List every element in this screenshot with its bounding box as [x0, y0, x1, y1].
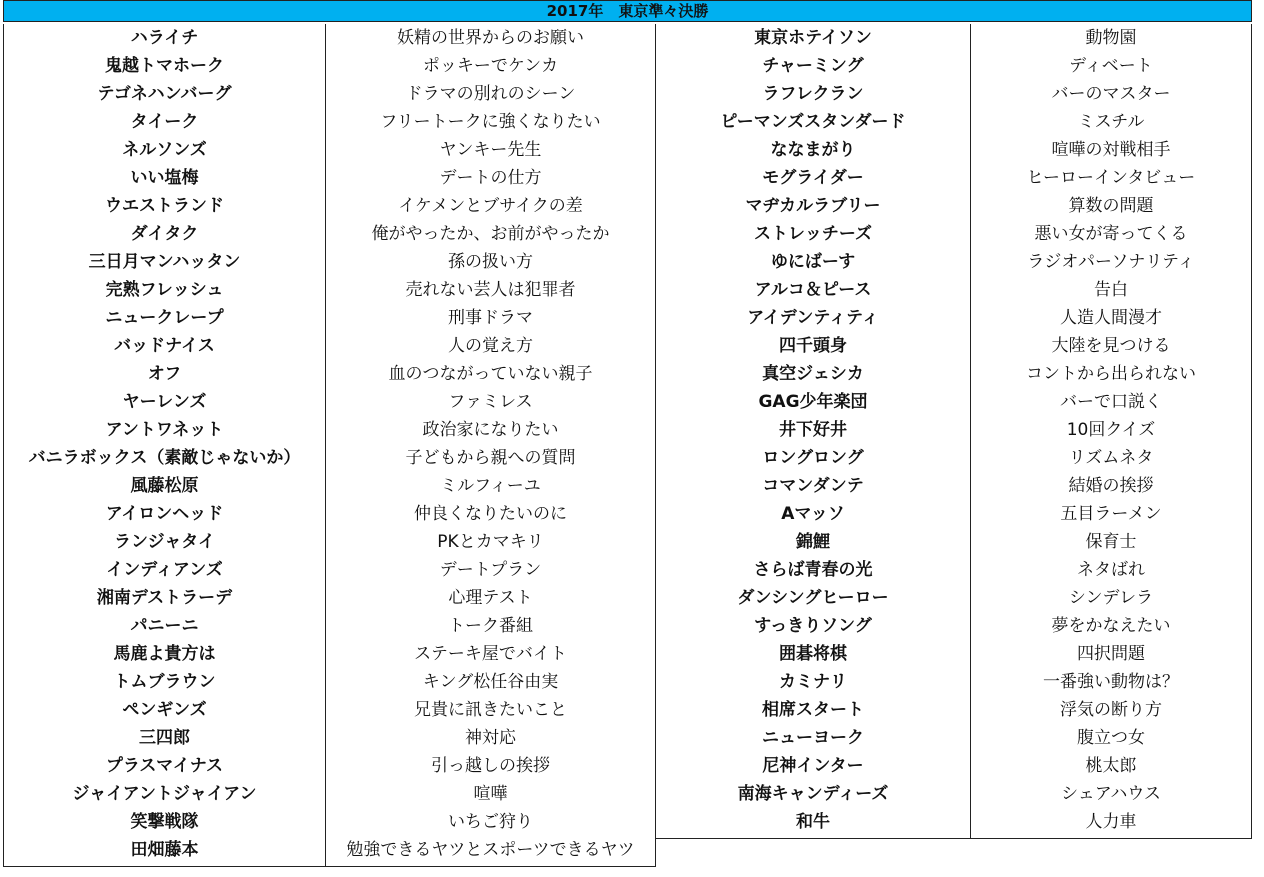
combo-name-cell: アルコ＆ピース	[754, 280, 872, 300]
combo-name-cell: モグライダー	[762, 168, 864, 188]
combo-name-cell: ダイタク	[130, 224, 199, 244]
topic-cell: 勉強できるヤツとスポーツできるヤツ	[346, 840, 635, 860]
left-name-column	[3, 24, 326, 867]
combo-name-cell: オフ	[147, 364, 182, 384]
right-name-column	[655, 24, 971, 839]
combo-name-cell: トムブラウン	[113, 672, 216, 692]
topic-cell: いちご狩り	[448, 812, 533, 832]
combo-name-cell: Aマッソ	[781, 504, 845, 524]
combo-name-cell: ニュークレープ	[105, 308, 224, 328]
topic-cell: 妖精の世界からのお願い	[397, 28, 584, 48]
combo-name-cell: 風藤松原	[130, 476, 199, 496]
topic-cell: バーで口説く	[1060, 392, 1162, 412]
left-topic-column	[325, 24, 656, 867]
combo-name-cell: 真空ジェシカ	[762, 364, 864, 384]
combo-name-cell: ジャイアントジャイアン	[72, 784, 257, 804]
combo-name-cell: ラフレクラン	[762, 84, 864, 104]
combo-name-cell: 和牛	[796, 812, 830, 832]
right-topic-column	[970, 24, 1252, 839]
topic-cell: 保育士	[1085, 532, 1137, 552]
combo-name-cell: バニラボックス（素敵じゃないか）	[28, 448, 301, 468]
topic-cell: ミスチル	[1077, 112, 1145, 132]
topic-cell: 10回クイズ	[1066, 420, 1156, 440]
combo-name-cell: 田畑藤本	[130, 840, 199, 860]
combo-name-cell: GAG少年楽団	[758, 392, 868, 412]
combo-name-cell: ハライチ	[130, 28, 199, 48]
topic-cell: 一番強い動物は？	[1043, 672, 1179, 692]
combo-name-cell: 相席スタート	[762, 700, 864, 720]
combo-name-cell: プラスマイナス	[105, 756, 224, 776]
combo-name-cell: バッドナイス	[114, 336, 215, 356]
topic-cell: ファミレス	[448, 392, 533, 412]
topic-cell: ミルフィーユ	[440, 476, 541, 496]
topic-cell: ラジオパーソナリティ	[1027, 252, 1195, 272]
combo-name-cell: すっきりソング	[754, 616, 872, 636]
topic-cell: 五目ラーメン	[1060, 504, 1162, 524]
topic-cell: デートプラン	[439, 560, 542, 580]
combo-name-cell: ネルソンズ	[122, 140, 207, 160]
topic-cell: 仲良くなりたいのに	[414, 504, 567, 524]
combo-name-cell: インディアンズ	[106, 560, 223, 580]
topic-cell: 喧嘩	[473, 784, 508, 804]
topic-cell: バーのマスター	[1051, 84, 1171, 104]
combo-name-cell: 井下好井	[779, 420, 847, 440]
topic-cell: 神対応	[465, 728, 516, 748]
combo-name-cell: カミナリ	[779, 672, 847, 692]
combo-name-cell: アイデンティティ	[747, 308, 879, 328]
combo-name-cell: いい塩梅	[130, 168, 199, 188]
topic-cell: 心理テスト	[448, 588, 533, 608]
combo-name-cell: ランジャタイ	[114, 532, 215, 552]
combo-name-cell: 完熟フレッシュ	[105, 280, 224, 300]
combo-name-cell: 東京ホテイソン	[754, 28, 872, 48]
topic-cell: ヤンキー先生	[439, 140, 542, 160]
topic-cell: 人造人間漫才	[1060, 308, 1162, 328]
topic-cell: 動物園	[1085, 28, 1137, 48]
topic-cell: 俺がやったか、お前がやったか	[371, 224, 610, 244]
combo-name-cell: ななまがり	[770, 140, 856, 160]
combo-name-cell: 四千頭身	[779, 336, 847, 356]
combo-name-cell: 笑撃戦隊	[130, 812, 199, 832]
combo-name-cell: ダンシングヒーロー	[737, 588, 889, 608]
topic-cell: リズムネタ	[1068, 448, 1154, 468]
topic-cell: ネタばれ	[1077, 560, 1145, 580]
topic-cell: PKとカマキリ	[437, 532, 544, 552]
topic-cell: 喧嘩の対戦相手	[1051, 140, 1171, 160]
combo-name-cell: タイーク	[130, 112, 199, 132]
table-title: 2017年 東京準々決勝	[3, 0, 1252, 22]
topic-cell: シェアハウス	[1061, 784, 1161, 804]
topic-cell: ポッキーでケンカ	[422, 56, 559, 76]
topic-cell: 大陸を見つける	[1051, 336, 1171, 356]
topic-cell: フリートークに強くなりたい	[380, 112, 601, 132]
topic-cell: 悪い女が寄ってくる	[1034, 224, 1188, 244]
topic-cell: ステーキ屋でバイト	[414, 644, 567, 664]
combo-name-cell: ニューヨーク	[762, 728, 864, 748]
combo-name-cell: 錦鯉	[796, 532, 830, 552]
topic-cell: ディベート	[1069, 56, 1153, 76]
topic-cell: 結婚の挨拶	[1068, 476, 1154, 496]
combo-name-cell: ペンギンズ	[122, 700, 207, 720]
combo-name-cell: ロングロング	[762, 448, 864, 468]
topic-cell: 夢をかなえたい	[1051, 616, 1171, 636]
combo-name-cell: さらば青春の光	[753, 560, 873, 580]
topic-cell: 政治家になりたい	[422, 420, 559, 440]
combo-name-cell: 三日月マンハッタン	[88, 252, 241, 272]
combo-name-cell: 南海キャンディーズ	[737, 784, 889, 804]
topic-cell: 四択問題	[1077, 644, 1145, 664]
topic-cell: 引っ越しの挨拶	[431, 756, 550, 776]
topic-cell: シンデレラ	[1068, 588, 1154, 608]
combo-name-cell: ピーマンズスタンダード	[720, 112, 906, 132]
topic-cell: キング松任谷由実	[422, 672, 559, 692]
topic-cell: 人力車	[1085, 812, 1137, 832]
topic-cell: 腹立つ女	[1077, 728, 1145, 748]
topic-cell: 孫の扱い方	[448, 252, 533, 272]
topic-cell: 算数の問題	[1068, 196, 1154, 216]
combo-name-cell: チャーミング	[762, 56, 864, 76]
combo-name-cell: テゴネハンバーグ	[97, 84, 232, 104]
topic-cell: 子どもから親への質問	[405, 448, 576, 468]
combo-name-cell: コマンダンテ	[762, 476, 864, 496]
combo-name-cell: ゆにばーす	[770, 252, 856, 272]
topic-cell: ドラマの別れのシーン	[405, 84, 576, 104]
topic-cell: 桃太郎	[1085, 756, 1137, 776]
combo-name-cell: 鬼越トマホーク	[105, 56, 224, 76]
combo-name-cell: パニーニ	[130, 616, 199, 636]
topic-cell: 人の覚え方	[448, 336, 533, 356]
combo-name-cell: アントワネット	[105, 420, 224, 440]
topic-cell: 告白	[1094, 280, 1128, 300]
topic-cell: 浮気の断り方	[1060, 700, 1162, 720]
topic-cell: イケメンとブサイクの差	[398, 196, 583, 216]
combo-name-cell: 尼神インター	[762, 756, 864, 776]
topic-cell: 売れない芸人は犯罪者	[405, 280, 576, 300]
topic-cell: 兄貴に訊きたいこと	[414, 700, 567, 720]
topic-cell: デートの仕方	[439, 168, 542, 188]
combo-name-cell: 湘南デストラーデ	[96, 588, 233, 608]
topic-cell: 刑事ドラマ	[448, 308, 533, 328]
combo-name-cell: 馬鹿よ貴方は	[113, 644, 216, 664]
topic-cell: コントから出られない	[1026, 364, 1196, 384]
combo-name-cell: ヤーレンズ	[122, 392, 207, 412]
combo-name-cell: 三四郎	[139, 728, 190, 748]
combo-name-cell: アイロンヘッド	[105, 504, 224, 524]
topic-cell: ヒーローインタビュー	[1026, 168, 1196, 188]
combo-name-cell: 囲碁将棋	[779, 644, 847, 664]
combo-name-cell: マヂカルラブリー	[745, 196, 881, 216]
topic-cell: トーク番組	[448, 616, 533, 636]
combo-name-cell: ストレッチーズ	[754, 224, 872, 244]
combo-name-cell: ウエストランド	[105, 196, 224, 216]
topic-cell: 血のつながっていない親子	[388, 364, 593, 384]
